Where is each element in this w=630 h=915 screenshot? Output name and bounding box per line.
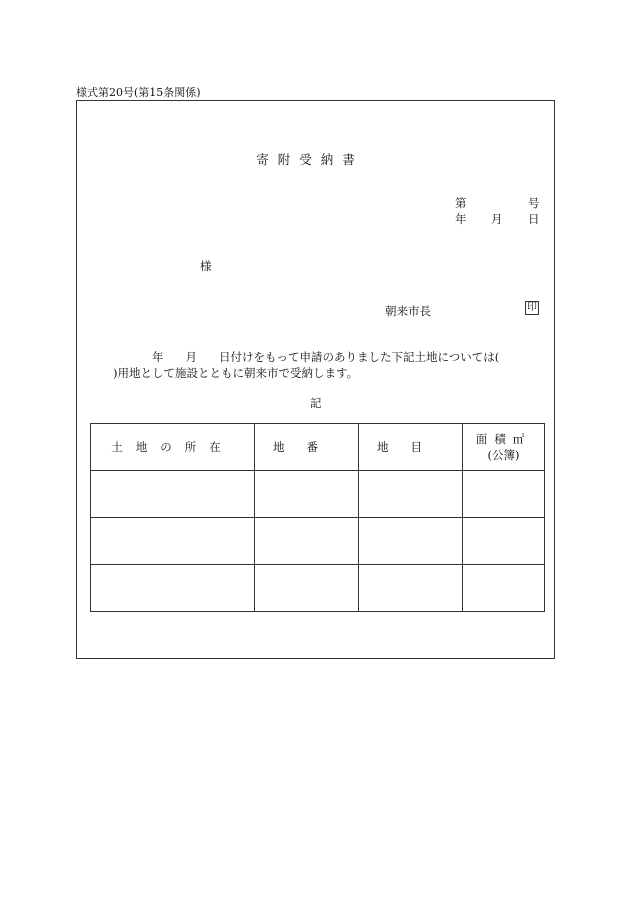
seal-mark-icon: 印 <box>527 302 537 313</box>
cell-lot-number <box>255 518 359 565</box>
body-text-line-1 <box>152 349 499 365</box>
cell-location <box>91 471 255 518</box>
cell-area <box>463 471 545 518</box>
cell-area <box>463 518 545 565</box>
cell-land-category <box>359 565 463 612</box>
cell-area <box>463 565 545 612</box>
date-day: 日 <box>528 212 540 226</box>
land-table <box>90 423 545 612</box>
table-row <box>91 565 545 612</box>
number-prefix: 第 <box>455 196 467 210</box>
issuer-name: 朝来市長 <box>385 304 431 318</box>
document-title: 寄附受納書 <box>256 152 364 167</box>
cell-location <box>91 518 255 565</box>
date-year: 年 <box>455 212 467 226</box>
ki-heading: 記 <box>310 396 322 410</box>
header-area-line2: (公簿) <box>487 448 520 462</box>
header-area <box>463 424 545 471</box>
header-lot-number: 地番 <box>255 424 359 471</box>
cell-land-category <box>359 471 463 518</box>
date-month: 月 <box>491 212 503 226</box>
body-year: 年 <box>152 350 164 364</box>
header-area-line1: 面積㎡ <box>475 432 532 446</box>
cell-lot-number <box>255 471 359 518</box>
number-suffix: 号 <box>528 196 540 210</box>
cell-lot-number <box>255 565 359 612</box>
body-month: 月 <box>185 350 197 364</box>
table-row <box>91 471 545 518</box>
cell-land-category <box>359 518 463 565</box>
form-number-label: 様式第20号(第15条関係) <box>76 86 201 99</box>
recipient-honorific: 様 <box>200 259 212 273</box>
table-row <box>91 518 545 565</box>
header-land-category: 地目 <box>359 424 463 471</box>
body-text-line-2: )用地として施設とともに朝来市で受納します。 <box>113 366 359 380</box>
body-line1-rest: 日付けをもって申請のありました下記土地については( <box>219 350 500 364</box>
table-header-row <box>91 424 545 471</box>
cell-location <box>91 565 255 612</box>
header-location: 土地の所在 <box>91 424 255 471</box>
